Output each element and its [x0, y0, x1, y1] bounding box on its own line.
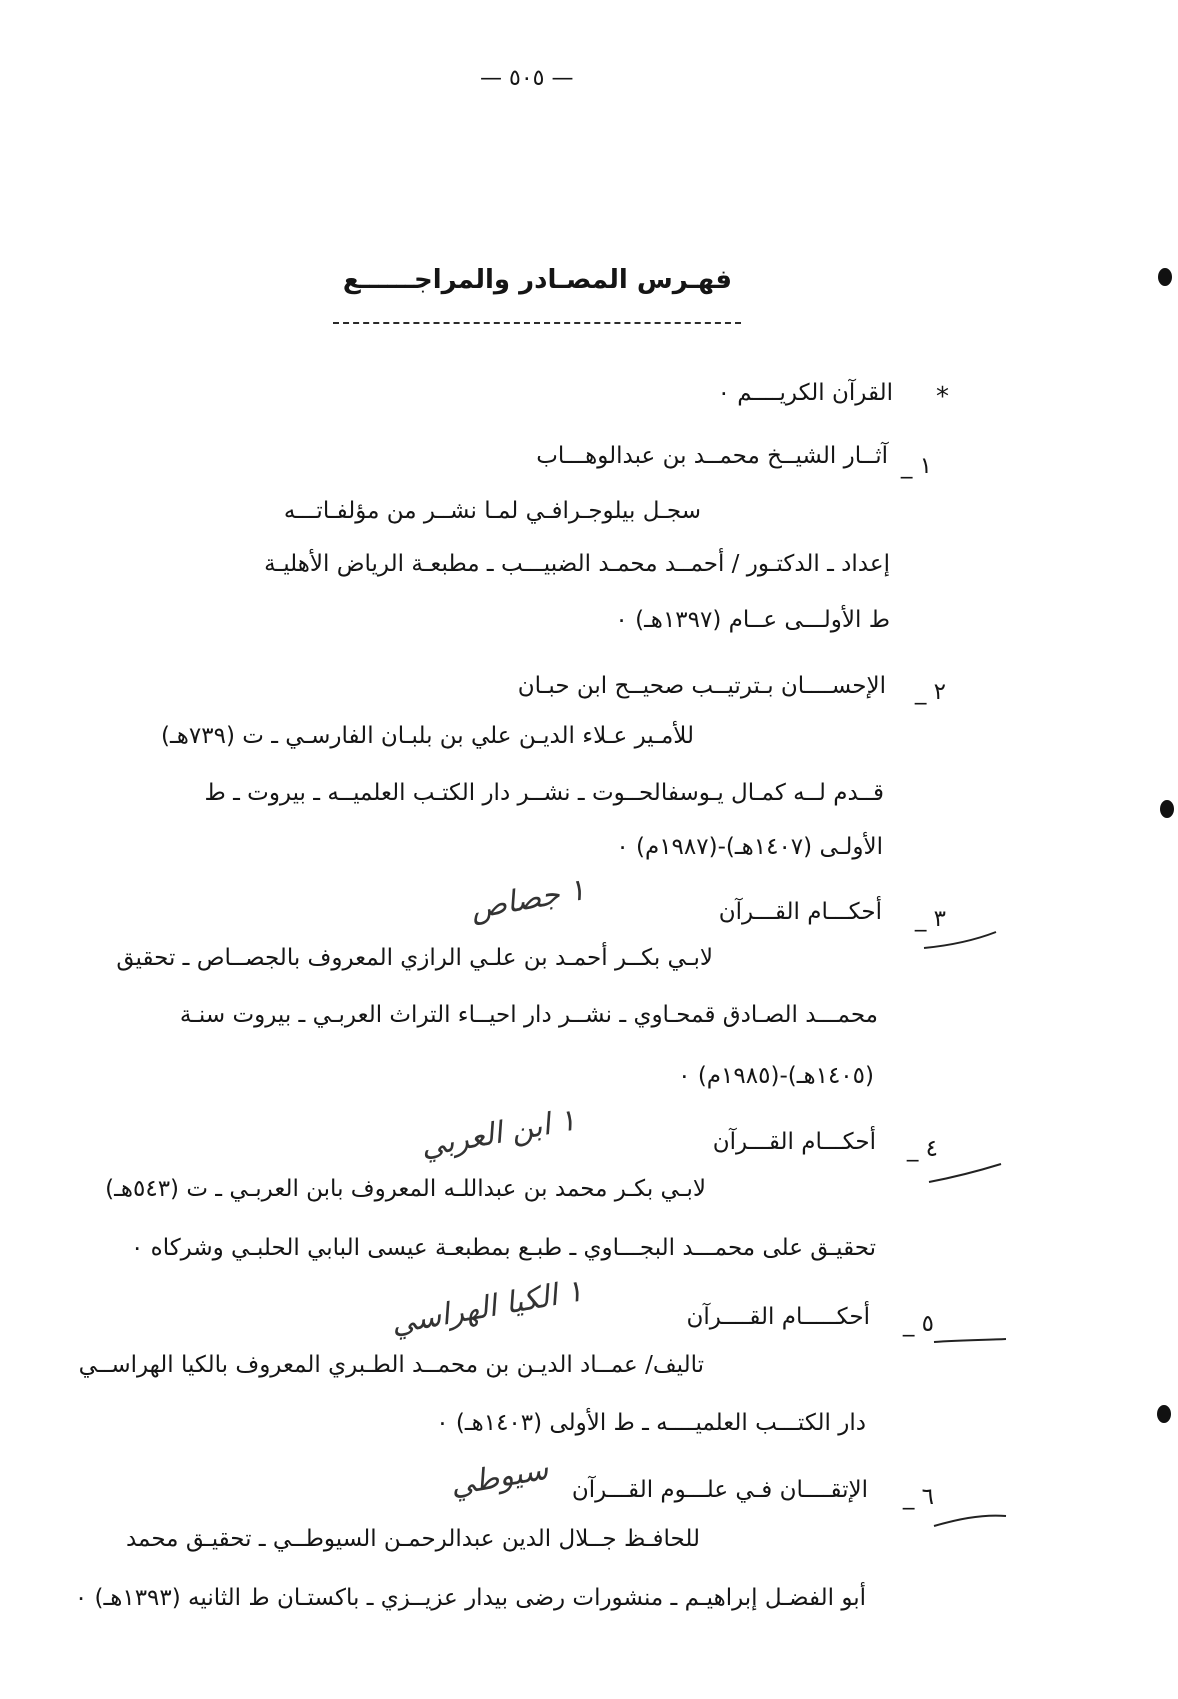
handwritten-note: ١ الكيا الهراسي: [388, 1273, 586, 1342]
entry-line: للحافـظ جــلال الدين عبدالرحمـن السيوطــي ـ تحقيـق محمد: [125, 1526, 700, 1552]
quran-star-marker: *: [936, 382, 949, 412]
page-number: — ٥٠٥ —: [480, 66, 574, 91]
entry-line: سجـل بيلوجـرافـي لمـا نشــر من مؤلفـاتـــه: [283, 498, 701, 524]
entry-title: أحكـــام القـــرآن: [712, 1129, 876, 1155]
binding-hole-mark: [1157, 1405, 1171, 1423]
binding-hole-mark: [1160, 800, 1174, 818]
entry-line: لابـي بكــر أحمـد بن علـي الرازي المعروف بالجصــاص ـ تحقيق: [116, 945, 713, 971]
entry-line: لابـي بكـر محمد بن عبداللـه المعروف بابن العربـي ـ ت (٥٤٣هـ): [105, 1176, 706, 1202]
handwritten-note: ١ ابن العربي: [418, 1102, 579, 1165]
entry-line: قــدم لــه كمـال يـوسفالحــوت ـ نشــر دار الكتـب العلميــه ـ بيروت ـ ط: [204, 780, 884, 806]
margin-tick-mark: [920, 928, 1000, 954]
entry-number: ٥ _: [902, 1311, 934, 1337]
margin-tick-mark: [930, 1334, 1010, 1348]
entry-line: ط الأولـــى عــام (١٣٩٧هـ) ٠: [615, 607, 890, 633]
entry-line: تحقيـق على محمـــد البجـــاوي ـ طبـع بمطبعـة عيسى البابي الحلبـي وشركاه ٠: [131, 1235, 876, 1261]
entry-title: الإتقــــان فـي علـــوم القـــرآن: [571, 1477, 868, 1503]
handwritten-note: سيوطي: [447, 1451, 551, 1504]
entry-line: (١٤٠٥هـ)-(١٩٨٥م) ٠: [678, 1063, 874, 1089]
entry-line: دار الكتـــب العلميــــه ـ ط الأولى (١٤٠٣هـ) ٠: [436, 1410, 866, 1436]
handwritten-note: ١ جصاص: [467, 872, 588, 927]
binding-hole-mark: [1158, 268, 1172, 286]
entry-line: محمـــد الصـادق قمحـاوي ـ نشــر دار احيــاء التراث العربـي ـ بيروت سنـة: [179, 1002, 878, 1028]
title-dashed-divider: [333, 322, 741, 324]
entry-title: أحكـــام القـــرآن: [718, 899, 882, 925]
entry-number: ٢ _: [914, 679, 946, 705]
entry-number: ٣ _: [914, 906, 946, 932]
entry-line: إعداد ـ الدكتـور / أحمــد محمـد الضبيـــب ـ مطبعـة الرياض الأهليـة: [264, 551, 890, 577]
entry-line: للأمـير عـلاء الديـن علي بن بلبـان الفارسـي ـ ت (٧٣٩هـ): [161, 723, 694, 749]
quran-entry: القرآن الكريــــم ٠: [717, 380, 893, 406]
entry-title: آثــار الشيــخ محمــد بن عبدالوهـــاب: [536, 443, 888, 469]
entry-line: الأولـى (١٤٠٧هـ)-(١٩٨٧م) ٠: [616, 834, 883, 860]
entry-number: ٦ _: [902, 1484, 934, 1510]
page-title: فهـرس المصـادر والمراجــــــع: [342, 265, 732, 295]
entry-line: أبو الفضـل إبراهيـم ـ منشورات رضى بيدار عزيــزي ـ باكستـان ط الثانيه (١٣٩٣هـ) ٠: [74, 1585, 866, 1611]
entry-line: تاليف/ عمــاد الديـن بن محمــد الطـبري المعروف بالكيا الهراســي: [78, 1352, 704, 1378]
entry-title: أحكـــــام القــــرآن: [686, 1304, 870, 1330]
entry-title: الإحســــان بـترتيــب صحيــح ابن حبـان: [517, 673, 886, 699]
entry-number: ١ _: [900, 453, 932, 479]
margin-tick-mark: [925, 1160, 1005, 1186]
entry-number: ٤ _: [906, 1136, 938, 1162]
margin-tick-mark: [930, 1508, 1010, 1530]
